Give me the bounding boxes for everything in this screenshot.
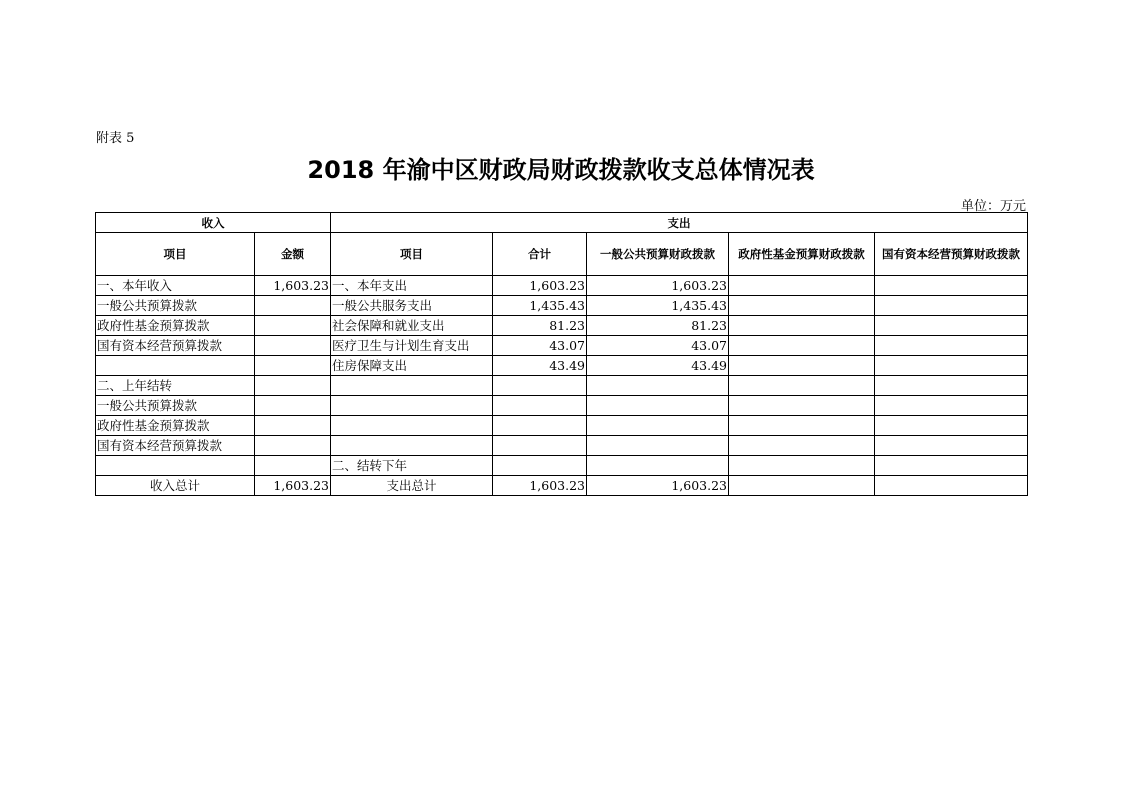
general-budget-amount (587, 436, 729, 456)
table-row (96, 296, 1028, 316)
income-item (96, 356, 255, 376)
expense-total: 43.49 (493, 356, 587, 376)
income-total-label: 收入总计 (96, 476, 255, 496)
unit-label: 单位：万元 (960, 199, 1026, 214)
attachment-label: 附表 5 (96, 131, 135, 146)
state-capital-amount (875, 356, 1028, 376)
income-amount: 1,603.23 (255, 276, 331, 296)
expense-total (493, 416, 587, 436)
state-capital-amount (875, 316, 1028, 336)
general-budget-amount (587, 396, 729, 416)
income-amount (255, 456, 331, 476)
income-item: 二、上年结转 (96, 376, 255, 396)
general-budget-amount (587, 456, 729, 476)
state-capital-amount (875, 336, 1028, 356)
expense-total (493, 396, 587, 416)
budget-table (95, 212, 1028, 496)
income-amount (255, 296, 331, 316)
general-budget-amount (587, 376, 729, 396)
col-header-income-item: 项目 (96, 233, 255, 276)
income-amount (255, 316, 331, 336)
expense-item (331, 376, 493, 396)
income-item: 国有资本经营预算拨款 (96, 336, 255, 356)
income-item (96, 456, 255, 476)
table-row (96, 396, 1028, 416)
expense-total: 43.07 (493, 336, 587, 356)
gov-fund-amount (729, 416, 875, 436)
general-budget-amount: 1,435.43 (587, 296, 729, 316)
income-amount (255, 396, 331, 416)
expense-item: 一般公共服务支出 (331, 296, 493, 316)
col-header-income-amount: 金额 (255, 233, 331, 276)
expense-total: 1,435.43 (493, 296, 587, 316)
expense-total: 1,603.23 (493, 276, 587, 296)
gov-fund-amount (729, 336, 875, 356)
col-header-general-budget: 一般公共预算财政拨款 (587, 233, 729, 276)
expense-total: 81.23 (493, 316, 587, 336)
gov-fund-amount (729, 376, 875, 396)
income-item: 政府性基金预算拨款 (96, 316, 255, 336)
table-row (96, 276, 1028, 296)
col-header-state-capital: 国有资本经营预算财政拨款 (875, 233, 1028, 276)
page-title: 2018 年渝中区财政局财政拨款收支总体情况表 (307, 156, 815, 184)
table-row (96, 456, 1028, 476)
income-item: 国有资本经营预算拨款 (96, 436, 255, 456)
gov-fund-amount (729, 316, 875, 336)
state-capital-amount (875, 376, 1028, 396)
col-header-gov-fund: 政府性基金预算财政拨款 (729, 233, 875, 276)
income-total-amount: 1,603.23 (255, 476, 331, 496)
table-row (96, 356, 1028, 376)
table-row (96, 376, 1028, 396)
gov-fund-amount (729, 296, 875, 316)
gov-fund-amount (729, 436, 875, 456)
gov-fund-total (729, 476, 875, 496)
expense-item (331, 416, 493, 436)
gov-fund-amount (729, 396, 875, 416)
income-amount (255, 336, 331, 356)
income-amount (255, 376, 331, 396)
expense-item: 一、本年支出 (331, 276, 493, 296)
state-capital-amount (875, 416, 1028, 436)
expense-total (493, 456, 587, 476)
table-row (96, 416, 1028, 436)
income-item: 一、本年收入 (96, 276, 255, 296)
expense-total-label: 支出总计 (331, 476, 493, 496)
state-capital-amount (875, 396, 1028, 416)
income-amount (255, 416, 331, 436)
expense-total (493, 436, 587, 456)
group-header-row (96, 213, 1028, 233)
income-group-header: 收入 (96, 213, 331, 233)
general-budget-amount: 1,603.23 (587, 276, 729, 296)
expense-item (331, 396, 493, 416)
gov-fund-amount (729, 276, 875, 296)
state-capital-amount (875, 276, 1028, 296)
income-item: 一般公共预算拨款 (96, 396, 255, 416)
income-item: 一般公共预算拨款 (96, 296, 255, 316)
table-row (96, 336, 1028, 356)
table-row (96, 316, 1028, 336)
income-item: 政府性基金预算拨款 (96, 416, 255, 436)
general-budget-amount: 43.07 (587, 336, 729, 356)
col-header-total: 合计 (493, 233, 587, 276)
income-amount (255, 356, 331, 376)
totals-row (96, 476, 1028, 496)
column-header-row (96, 233, 1028, 276)
state-capital-total (875, 476, 1028, 496)
state-capital-amount (875, 296, 1028, 316)
expense-total-amount: 1,603.23 (493, 476, 587, 496)
expense-item (331, 436, 493, 456)
general-budget-amount: 81.23 (587, 316, 729, 336)
state-capital-amount (875, 436, 1028, 456)
state-capital-amount (875, 456, 1028, 476)
gov-fund-amount (729, 456, 875, 476)
table-row (96, 436, 1028, 456)
expense-item: 医疗卫生与计划生育支出 (331, 336, 493, 356)
expense-group-header: 支出 (331, 213, 1028, 233)
general-budget-amount: 43.49 (587, 356, 729, 376)
expense-item: 住房保障支出 (331, 356, 493, 376)
gov-fund-amount (729, 356, 875, 376)
general-budget-total: 1,603.23 (587, 476, 729, 496)
income-amount (255, 436, 331, 456)
col-header-expense-item: 项目 (331, 233, 493, 276)
general-budget-amount (587, 416, 729, 436)
expense-item: 社会保障和就业支出 (331, 316, 493, 336)
expense-item: 二、结转下年 (331, 456, 493, 476)
expense-total (493, 376, 587, 396)
